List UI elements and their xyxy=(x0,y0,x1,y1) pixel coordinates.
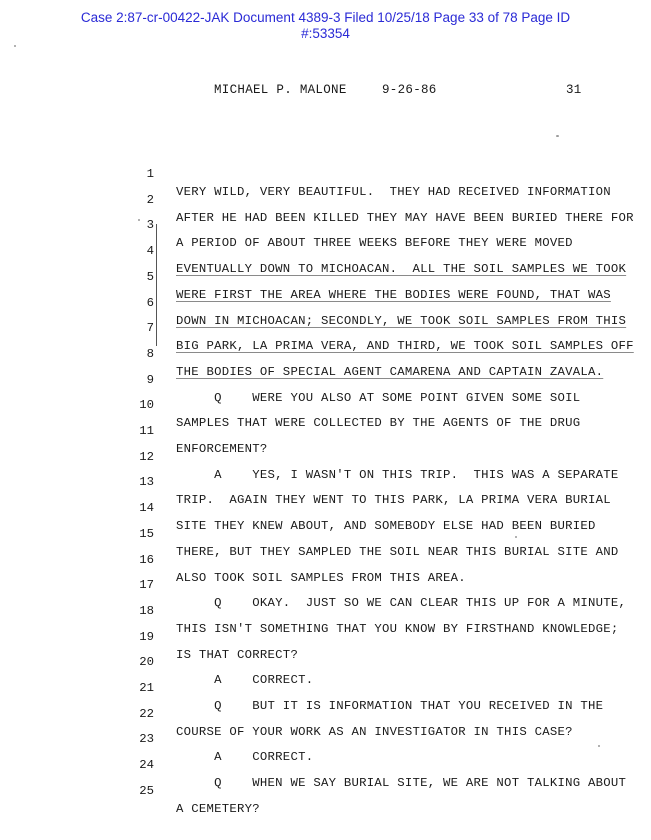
line-number: 7 xyxy=(146,321,154,336)
line-number: 16 xyxy=(139,552,154,567)
line-text: THERE, BUT THEY SAMPLED THE SOIL NEAR THIS BURIAL SITE AND xyxy=(176,544,619,559)
line-number: 3 xyxy=(146,218,154,233)
line-number: 8 xyxy=(146,346,154,361)
line-number: 4 xyxy=(146,244,154,259)
scan-speck xyxy=(556,135,559,137)
line-number: 15 xyxy=(139,526,154,541)
line-number: 6 xyxy=(146,295,154,310)
line-number: 5 xyxy=(146,269,154,284)
case-stamp-line1: Case 2:87-cr-00422-JAK Document 4389-3 Filed 10/25/18 Page 33 of 78 Page ID xyxy=(80,10,571,25)
line-text: THE BODIES OF SPECIAL AGENT CAMARENA AND CAPTAIN ZAVALA. xyxy=(176,364,604,379)
line-number: 12 xyxy=(139,449,154,464)
line-text: VERY WILD, VERY BEAUTIFUL. THEY HAD RECEIVED INFORMATION xyxy=(176,185,611,199)
line-number: 17 xyxy=(139,578,154,593)
line-number: 19 xyxy=(139,629,154,644)
line-text: A YES, I WASN'T ON THIS TRIP. THIS WAS A SEPARATE xyxy=(176,467,619,482)
line-number: 24 xyxy=(139,758,154,773)
line-text: SITE THEY KNEW ABOUT, AND SOMEBODY ELSE HAD BEEN BURIED xyxy=(176,519,596,534)
scan-speck xyxy=(515,536,517,538)
line-number: 1 xyxy=(146,167,154,181)
line-number: 23 xyxy=(139,732,154,747)
line-text: ENFORCEMENT? xyxy=(176,442,268,456)
line-text: Q WHEN WE SAY BURIAL SITE, WE ARE NOT TALKING ABOUT xyxy=(176,776,627,791)
scan-speck xyxy=(598,745,600,747)
line-number: 2 xyxy=(146,192,154,207)
line-number: 18 xyxy=(139,603,154,618)
line-text: COURSE OF YOUR WORK AS AN INVESTIGATOR IN THIS CASE? xyxy=(176,724,573,739)
line-text: BIG PARK, LA PRIMA VERA, AND THIRD, WE TOOK SOIL SAMPLES OFF xyxy=(176,339,634,354)
line-text: A CEMETERY? xyxy=(176,801,260,816)
line-text: A CORRECT. xyxy=(176,750,314,765)
scan-speck xyxy=(14,45,16,47)
deponent-name: MICHAEL P. MALONE xyxy=(214,83,347,97)
line-number: 21 xyxy=(139,681,154,695)
line-number: 22 xyxy=(139,706,154,721)
line-number: 25 xyxy=(139,783,154,798)
page-header xyxy=(0,83,651,99)
scan-speck xyxy=(138,219,140,221)
line-number: 20 xyxy=(139,655,154,670)
line-text: A CORRECT. xyxy=(176,673,314,688)
line-number: 10 xyxy=(139,398,154,413)
line-text: WERE FIRST THE AREA WHERE THE BODIES WERE FOUND, THAT WAS xyxy=(176,287,611,302)
case-stamp-line2: #:53354 xyxy=(301,26,350,41)
line-number: 9 xyxy=(146,372,154,387)
line-text: IS THAT CORRECT? xyxy=(176,647,299,662)
line-text: ALSO TOOK SOIL SAMPLES FROM THIS AREA. xyxy=(176,570,466,585)
line-text: DOWN IN MICHOACAN; SECONDLY, WE TOOK SOIL SAMPLES FROM THIS xyxy=(176,313,627,328)
case-stamp xyxy=(0,10,651,42)
deposition-date: 9-26-86 xyxy=(382,83,437,97)
line-number: 11 xyxy=(139,424,154,438)
line-number: 14 xyxy=(139,501,154,516)
line-text: Q WERE YOU ALSO AT SOME POINT GIVEN SOME SOIL xyxy=(176,390,581,405)
line-text: AFTER HE HAD BEEN KILLED THEY MAY HAVE BEEN BURIED THERE FOR xyxy=(176,210,634,225)
line-text: SAMPLES THAT WERE COLLECTED BY THE AGENTS OF THE DRUG xyxy=(176,416,581,431)
transcript-line xyxy=(0,147,651,199)
line-text: TRIP. AGAIN THEY WENT TO THIS PARK, LA PRIMA VERA BURIAL xyxy=(176,493,611,508)
line-text: Q OKAY. JUST SO WE CAN CLEAR THIS UP FOR A MINUTE, xyxy=(176,596,627,611)
line-text: A PERIOD OF ABOUT THREE WEEKS BEFORE THEY WERE MOVED xyxy=(176,236,573,251)
page-number: 31 xyxy=(566,83,582,97)
line-text: THIS ISN'T SOMETHING THAT YOU KNOW BY FIRSTHAND KNOWLEDGE; xyxy=(176,621,619,636)
line-text: Q BUT IT IS INFORMATION THAT YOU RECEIVED IN THE xyxy=(176,699,604,713)
line-text: EVENTUALLY DOWN TO MICHOACAN. ALL THE SOIL SAMPLES WE TOOK xyxy=(176,262,627,277)
line-number: 13 xyxy=(139,475,154,490)
